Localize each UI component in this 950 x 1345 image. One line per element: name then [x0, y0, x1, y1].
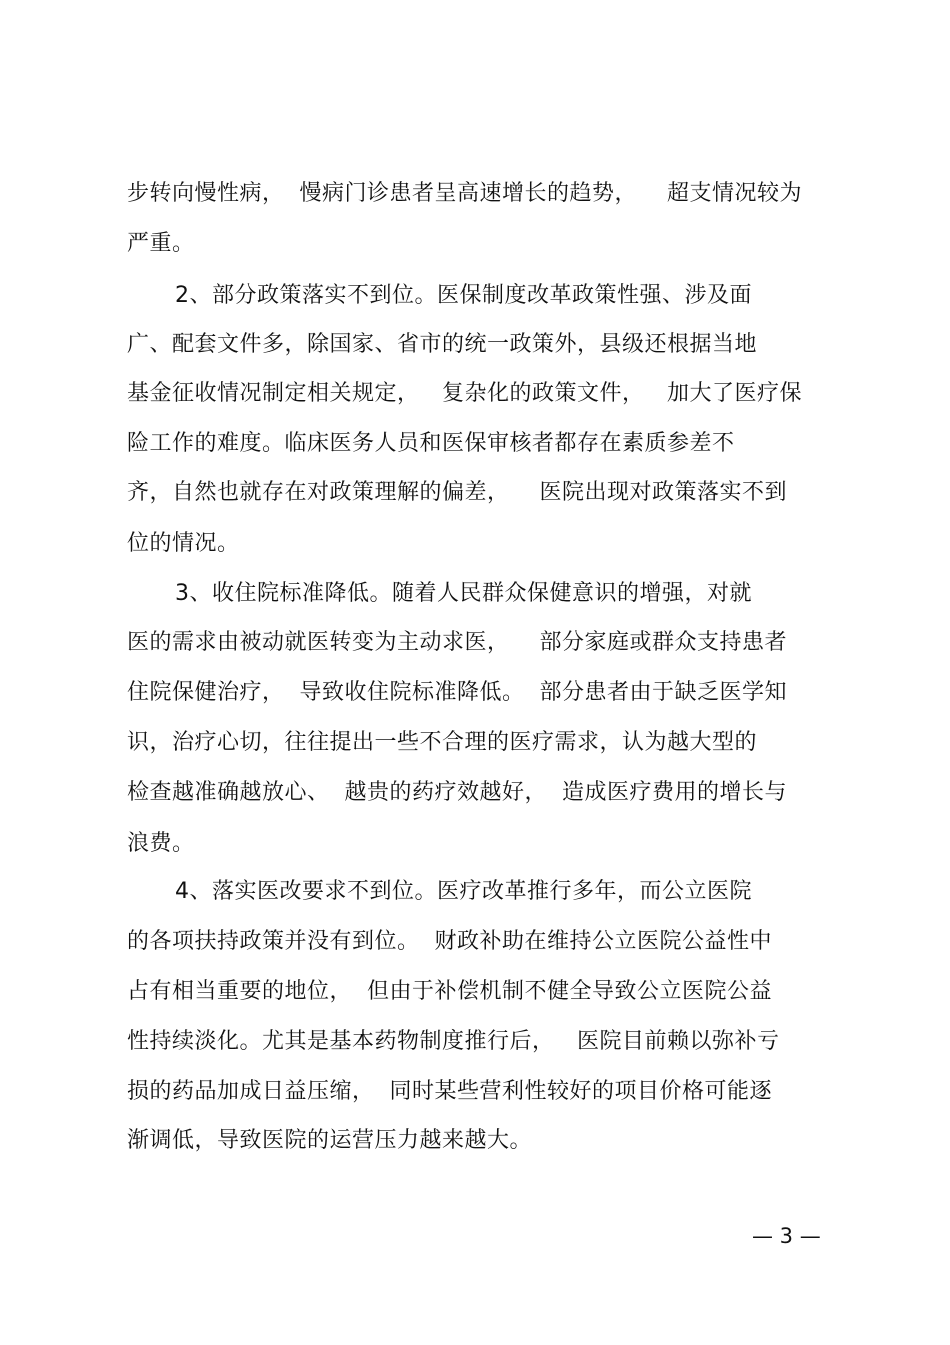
page-number: — 3 —	[752, 1224, 821, 1248]
text-line: 医的需求由被动就医转变为主动求医， 部分家庭或群众支持患者	[127, 630, 787, 655]
text-line: 齐，自然也就存在对政策理解的偏差， 医院出现对政策落实不到	[127, 480, 787, 505]
text-line: 位的情况。	[127, 531, 240, 556]
text-line: 浪费。	[127, 831, 195, 856]
text-line: 广、配套文件多，除国家、省市的统一政策外，县级还根据当地	[127, 332, 758, 357]
text-line: 识，治疗心切，往往提出一些不合理的医疗需求，认为越大型的	[127, 730, 758, 755]
text-line: 严重。	[127, 231, 195, 256]
text-line: 的各项扶持政策并没有到位。 财政补助在维持公立医院公益性中	[127, 929, 772, 954]
text-line: 步转向慢性病， 慢病门诊患者呈高速增长的趋势， 超支情况较为	[127, 181, 802, 206]
text-line: 险工作的难度。临床医务人员和医保审核者都存在素质参差不	[127, 431, 735, 456]
text-line: 渐调低，导致医院的运营压力越来越大。	[127, 1128, 533, 1153]
paragraph-start-line: 2、部分政策落实不到位。医保制度改革政策性强、涉及面	[175, 283, 752, 308]
paragraph-start-line: 4、落实医改要求不到位。医疗改革推行多年，而公立医院	[175, 879, 752, 904]
text-line: 性持续淡化。尤其是基本药物制度推行后， 医院目前赖以弥补亏	[127, 1029, 780, 1054]
paragraph-start-line: 3、收住院标准降低。随着人民群众保健意识的增强，对就	[175, 581, 752, 606]
text-line: 损的药品加成日益压缩， 同时某些营利性较好的项目价格可能逐	[127, 1079, 772, 1104]
text-line: 住院保健治疗， 导致收住院标准降低。 部分患者由于缺乏医学知	[127, 680, 787, 705]
text-line: 占有相当重要的地位， 但由于补偿机制不健全导致公立医院公益	[127, 979, 772, 1004]
text-line: 检查越准确越放心、 越贵的药疗效越好， 造成医疗费用的增长与	[127, 780, 787, 805]
text-line: 基金征收情况制定相关规定， 复杂化的政策文件， 加大了医疗保	[127, 381, 802, 406]
